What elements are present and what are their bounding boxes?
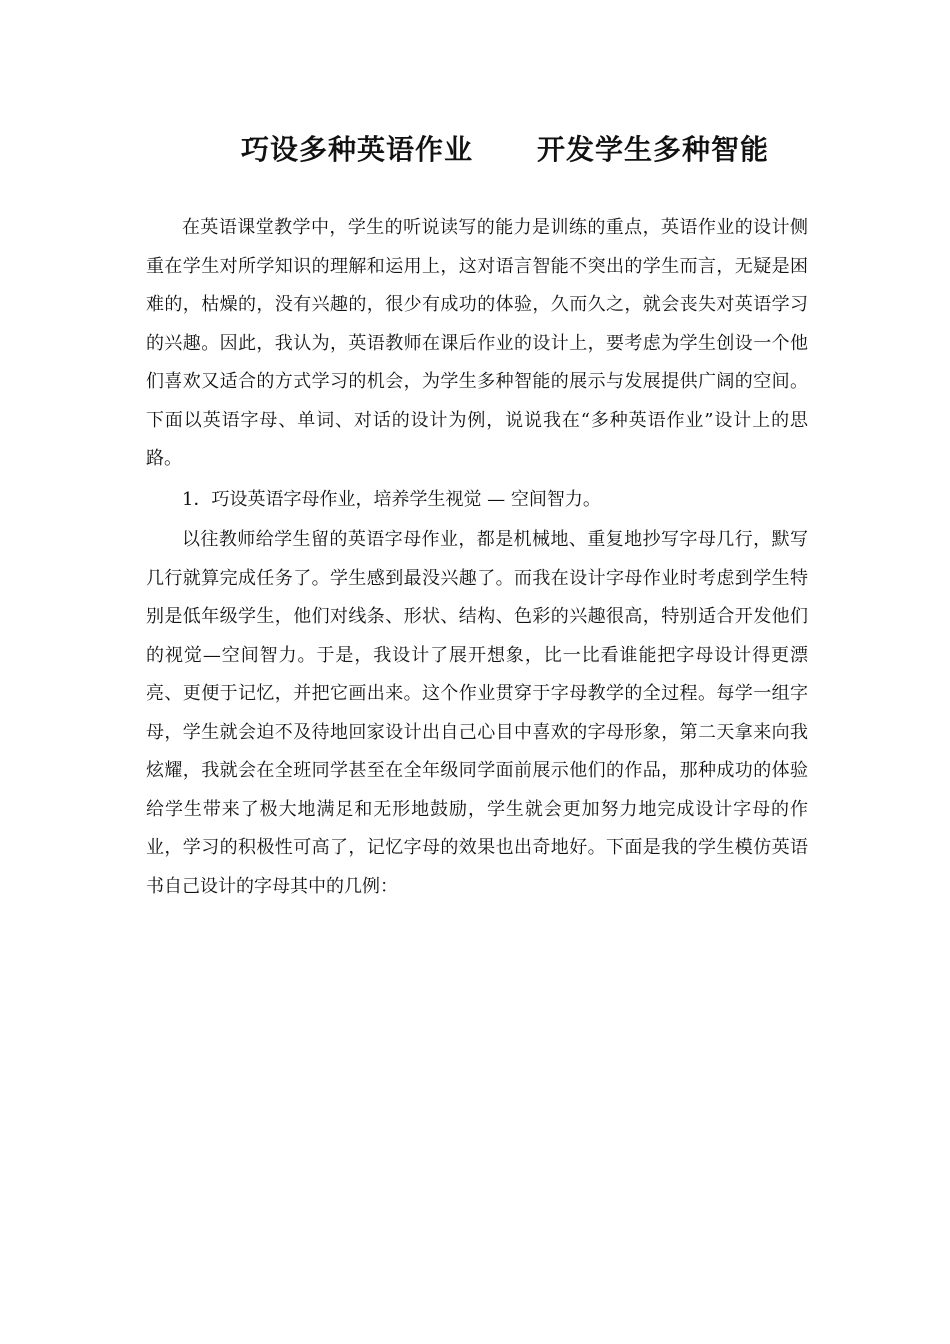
paragraph-letters: 以往教师给学生留的英语字母作业，都是机械地、重复地抄写字母几行，默写几行就算完成任务了。学生感到最没兴趣了。而我在设计字母作业时考虑到学生特别是低年级学生，他们对线条、形状、结构、色彩的兴趣很高，特别适合开发他们的视觉—空间智力。于是，我设计了展开想象，比一比看谁能把字母设计得更漂亮、更便于记忆，并把它画出来。这个作业贯穿于字母教学的全过程。每学一组字母，学生就会迫不及待地回家设计出自己心目中喜欢的字母形象，第二天拿来向我炫耀，我就会在全班同学甚至在全年级同学面前展示他们的作品，那种成功的体验给学生带来了极大地满足和无形地鼓励，学生就会更加努力地完成设计字母的作业，学习的积极性可高了，记忆字母的效果也出奇地好。下面是我的学生模仿英语书自己设计的字母其中的几例： — [146, 529, 808, 897]
document-title — [0, 128, 950, 172]
section-heading-1: 1．巧设英语字母作业，培养学生视觉 — 空间智力。 — [182, 488, 601, 510]
title-part-1: 巧设多种英语作业 — [240, 133, 473, 166]
paragraph-intro: 在英语课堂教学中，学生的听说读写的能力是训练的重点，英语作业的设计侧重在学生对所学知识的理解和运用上，这对语言智能不突出的学生而言，无疑是困难的，枯燥的，没有兴趣的，很少有成功的体验，久而久之，就会丧失对英语学习的兴趣。因此，我认为，英语教师在课后作业的设计上，要考虑为学生创设一个他们喜欢又适合的方式学习的机会，为学生多种智能的展示与发展提供广阔的空间。下面以英语字母、单词、对话的设计为例，说说我在“多种英语作业”设计上的思路。 — [146, 217, 808, 469]
document-body — [146, 209, 808, 906]
title-part-2: 开发学生多种智能 — [537, 133, 770, 166]
